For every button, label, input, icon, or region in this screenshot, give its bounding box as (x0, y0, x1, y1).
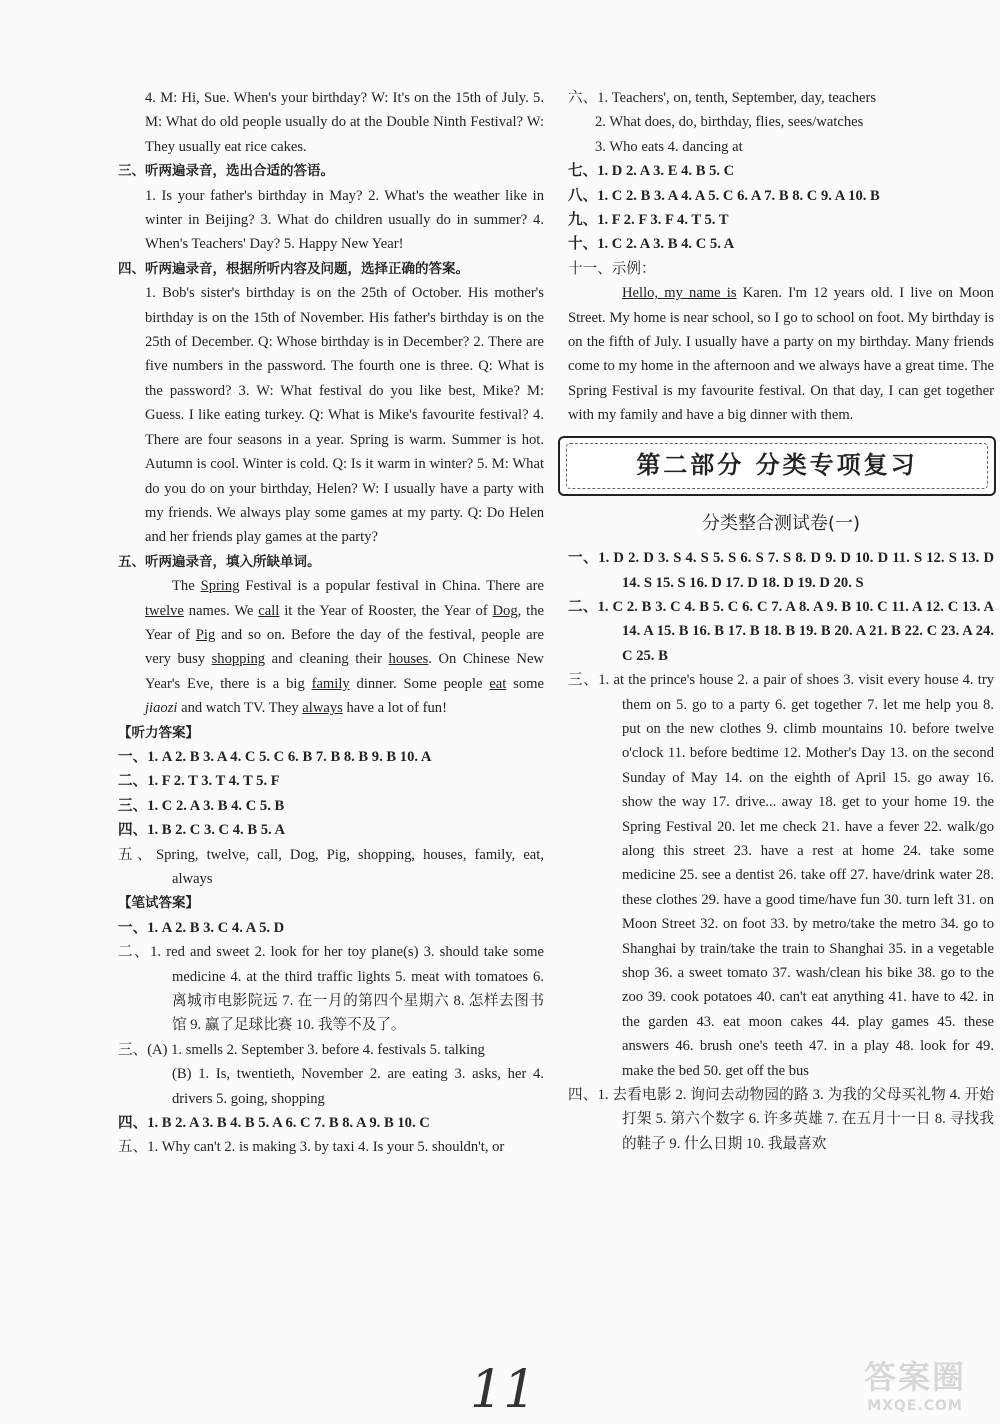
written-answer-3a: 三、(A) 1. smells 2. September 3. before 4. festivals 5. talking (118, 1041, 485, 1058)
answer-6-3: 3. Who eats 4. dancing at (595, 138, 743, 155)
written-answer-2: 二、1. red and sweet 2. look for her toy plane(s) 3. should take some medicine 4. at the third traffic lights 5. meat with tomatoes 6. 离城市电影院远 7. 在一月的第四个星期六 8. 怎样去图书馆 9. 赢了足球比赛 10. 我等不及了。 (118, 944, 544, 1034)
listening-answer-1: 一、1. A 2. B 3. A 4. C 5. C 6. B 7. B 8. B 9. B 10. A (118, 748, 432, 765)
written-answers-title: 【笔试答案】 (118, 895, 199, 912)
section-5-title: 五、听两遍录音，填入所缺单词。 (118, 553, 321, 570)
written-answer-4: 四、1. B 2. A 3. B 4. B 5. A 6. C 7. B 8. A 9. B 10. C (118, 1115, 430, 1132)
answer-6-1: 六、1. Teachers', on, tenth, September, day, teachers (568, 90, 877, 106)
section-4-title: 四、听两遍录音，根据所听内容及问题，选择正确的答案。 (118, 260, 469, 277)
part-two-banner (558, 436, 996, 496)
sample-essay: Hello, my name is Karen. I'm 12 years old. I live on Moon Street. My home is near school, so I go to school on foot. My birthday is on the fifth of July. I usually have a party on my birthday. Many friends come to my home in the afternoon and we always have a great time. The Spring Festival is my favourite festival. On that day, I can get together with my family and have a big dinner with them. (568, 285, 994, 424)
listening-answer-3: 三、1. C 2. A 3. B 4. C 5. B (118, 797, 285, 814)
answer-11-label: 十一、示例： (568, 260, 656, 277)
page-mark: 11 (470, 1360, 537, 1420)
listening-text-intro: 4. M: Hi, Sue. When's your birthday? W: It's on the 15th of July. 5. M: What do old people usually do at the Double Ninth Festival? W: They usually eat rice cakes. (145, 90, 544, 155)
watermark-logo: 答案圈 MXQE.COM (863, 1358, 966, 1414)
answer-6-2: 2. What does, do, birthday, flies, sees/watches (595, 114, 864, 131)
section-4-text: 1. Bob's sister's birthday is on the 25th of October. His mother's birthday is on the 15th of November. His father's birthday is on the 25th of December. Q: Whose birthday is in December? 2. There are five numbers in the password. The fourth one is three. Q: What is the password? 3. W: What festival do you like best, Mike? M: Guess. I like eating turkey. Q: What is Mike's favourite festival? 4. There are four seasons in a year. Spring is warm. Summer is hot. Autumn is cool. Winter is cold. Q: Is it warm in winter? 5. M: What do you do on your birthday, Helen? W: I usually have a party with my friends. We always play some games at my party. Q: Do Helen and her friends play games at the party? (145, 285, 544, 546)
section-3-text: 1. Is your father's birthday in May? 2. What's the weather like in winter in Beijing? 3. What do children usually do in summer? 4. When's Teachers' Day? 5. Happy New Year! (145, 187, 544, 253)
test-subtitle: 分类整合测试卷(一) (701, 512, 861, 534)
written-answer-3b: (B) 1. Is, twentieth, November 2. are eating 3. asks, her 4. drivers 5. going, shopping (172, 1066, 544, 1107)
listening-answer-5: 五、Spring, twelve, call, Dog, Pig, shopping, houses, family, eat, always (118, 846, 544, 887)
answer-9: 九、1. F 2. F 3. F 4. T 5. T (568, 212, 729, 229)
answer-8: 八、1. C 2. B 3. A 4. A 5. C 6. A 7. B 8. C 9. A 10. B (568, 187, 880, 204)
answer-10: 十、1. C 2. A 3. B 4. C 5. A (568, 236, 735, 253)
written-answer-5: 五、1. Why can't 2. is making 3. by taxi 4. Is your 5. shouldn't, or (118, 1139, 505, 1156)
test-answer-3: 三、1. at the prince's house 2. a pair of shoes 3. visit every house 4. try them on 5. go to a party 6. get together 7. let me help you 8. put on the new clothes 9. climb mountains 10. before twelve o'clock 11. before bedtime 12. Mother's Day 13. on the second Sunday of May 14. on the eighth of April 15. go away 16. show the way 17. drive... away 18. get to your home 19. the Spring Festival 20. let me check 21. have a fever 22. walk/go along this street 23. have a rest at home 24. take some medicine 25. see a dentist 26. take off 27. have/drink water 28. these clothes 29. have a good time/have fun 30. turn left 31. on Moon Street 32. on foot 33. by metro/take the metro 34. go to Shanghai by train/take the train to Shanghai 35. in a vegetable shop 36. a sweet tomato 37. wash/clean his bike 38. go to the zoo 39. cook potatoes 40. can't eat anything 41. have to 42. in the garden 43. eat moon cakes 44. play games 45. these answers 46. brush one's teeth 47. in a play 48. look for 49. make the bed 50. get off the bus (568, 672, 994, 1079)
answer-7: 七、1. D 2. A 3. E 4. B 5. C (568, 163, 735, 180)
left-column (118, 86, 544, 1160)
test-answer-2: 二、1. C 2. B 3. C 4. B 5. C 6. C 7. A 8. A 9. B 10. C 11. A 12. C 13. A 14. A 15. B 16. B 17. B 18. B 19. B 20. A 21. B 22. C 23. A 24. C 25. B (568, 598, 994, 664)
section-3-title: 三、听两遍录音，选出合适的答语。 (118, 163, 334, 180)
test-answer-4: 四、1. 去看电影 2. 询问去动物园的路 3. 为我的父母买礼物 4. 开始打架 5. 第六个数字 6. 许多英雄 7. 在五月十一日 8. 寻找我的鞋子 9. 什么日期 10. 我最喜欢 (568, 1087, 994, 1152)
listening-answer-4: 四、1. B 2. C 3. C 4. B 5. A (118, 822, 286, 839)
listening-answers-title: 【听力答案】 (118, 724, 199, 741)
listening-answer-2: 二、1. F 2. T 3. T 4. T 5. F (118, 773, 280, 790)
test-answer-1: 一、1. D 2. D 3. S 4. S 5. S 6. S 7. S 8. D 9. D 10. D 11. S 12. S 13. D 14. S 15. S 16. D 17. D 18. D 19. D 20. S (568, 550, 994, 591)
section-5-passage: The Spring Festival is a popular festival in China. There are twelve names. We call it the Year of Rooster, the Year of Dog, the Year of Pig and so on. Before the day of the festival, people are very busy shopping and cleaning their houses. On Chinese New Year's Eve, there is a big family dinner. Some people eat some jiaozi and watch TV. They always have a lot of fun! (145, 578, 544, 717)
written-answer-1: 一、1. A 2. B 3. C 4. A 5. D (118, 919, 285, 936)
right-column (568, 86, 994, 1156)
banner-title: 第二部分 分类专项复习 (636, 451, 918, 480)
